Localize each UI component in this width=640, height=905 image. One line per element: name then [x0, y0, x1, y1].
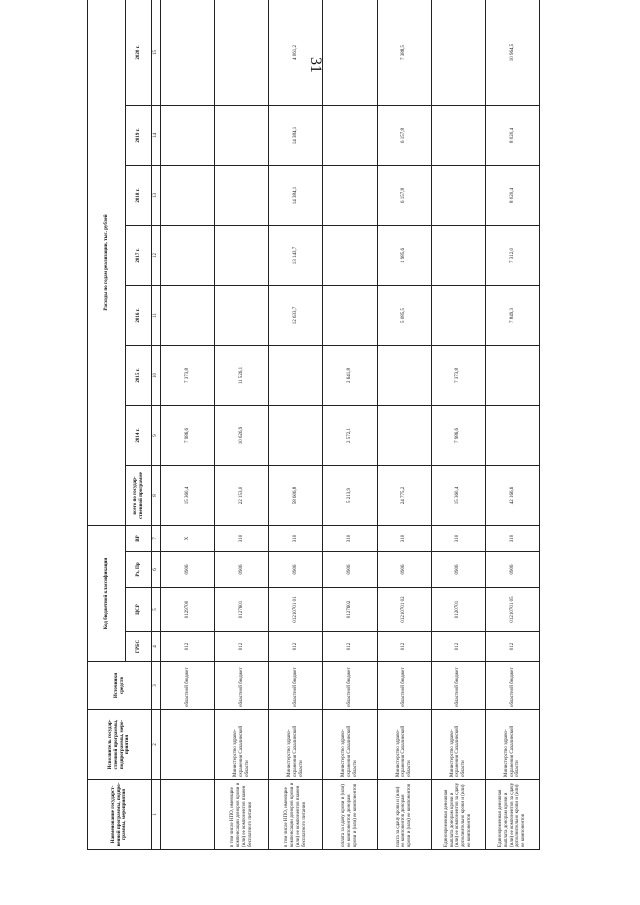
col-number: 12: [152, 226, 161, 286]
row-year-value: [215, 0, 269, 106]
table-row: [161, 0, 215, 850]
row-source: областной бюджет: [323, 662, 377, 710]
row-year-value: [485, 346, 539, 406]
row-name: в том числе НПО, имеющие компенсации доноров крови и (или) ее компонентов взамен бесплатного питания: [269, 780, 323, 850]
row-year-value: 6 157,8: [377, 166, 431, 226]
header-expenses: Расходы по годам реализации, тыс. рублей: [88, 0, 126, 526]
row-grbs: 012: [215, 632, 269, 662]
header-executor: Исполнитель государ-ственной программы, подпрограммы, меро-приятия: [88, 710, 152, 780]
row-year-value: 6 157,8: [377, 106, 431, 166]
header-year: 2015 г.: [126, 346, 152, 406]
row-source: областной бюджет: [161, 662, 215, 710]
row-year-value: [161, 226, 215, 286]
budget-table-rotated: [87, 40, 540, 850]
row-vr: X: [161, 526, 215, 552]
row-name: Единовременная денежная выплата донорам крови и (или) ее компонентов за сдачу дополнительно крови и (или) ее компонентов: [431, 780, 485, 850]
row-grbs: 012: [431, 632, 485, 662]
row-year-value: 7 849,3: [485, 286, 539, 346]
row-year-value: [161, 106, 215, 166]
row-year-value: 7 312,0: [485, 226, 539, 286]
row-year-value: [323, 106, 377, 166]
col-number: 9: [152, 406, 161, 466]
header-csr: ЦСР: [126, 588, 152, 632]
table-body: [161, 0, 540, 850]
row-csr: 0127601: [215, 588, 269, 632]
header-total: всего по государ-ственной программе: [126, 466, 152, 526]
row-executor: Министерство здраво-охранения Сахалинской области: [269, 710, 323, 780]
row-rzpr: 0906: [377, 552, 431, 588]
col-number: 5: [152, 588, 161, 632]
row-year-value: [323, 286, 377, 346]
row-executor: Министерство здраво-охранения Сахалинской области: [215, 710, 269, 780]
row-year-value: [269, 346, 323, 406]
row-year-value: 12 633,7: [269, 286, 323, 346]
row-vr: 310: [269, 526, 323, 552]
row-total: 42 166,6: [485, 466, 539, 526]
row-year-value: 14 384,1: [269, 106, 323, 166]
budget-table: [87, 0, 540, 850]
row-year-value: 13 143,7: [269, 226, 323, 286]
row-source: областной бюджет: [215, 662, 269, 710]
header-year: 2020 г.: [126, 0, 152, 106]
col-number: 7: [152, 526, 161, 552]
row-total: 58 606,8: [269, 466, 323, 526]
row-year-value: [215, 226, 269, 286]
page-number: 31: [307, 57, 324, 73]
row-year-value: 10 626,9: [215, 406, 269, 466]
row-year-value: [161, 286, 215, 346]
row-executor: Министерство здраво-охранения Сахалинской области: [377, 710, 431, 780]
row-csr: 01210701 01: [269, 588, 323, 632]
row-year-value: 7 388,5: [377, 0, 431, 106]
row-grbs: 012: [323, 632, 377, 662]
row-rzpr: 0906: [215, 552, 269, 588]
header-source: Источники средств: [88, 662, 152, 710]
row-year-value: [431, 286, 485, 346]
row-year-value: [269, 406, 323, 466]
table-row: [323, 0, 377, 850]
row-name: плата за сдачу крови и (или) ее компонентов донорам крови и (или) ее компонентов: [377, 780, 431, 850]
row-name: в том числе НПО, имеющие компенсации доноров крови и (или) ее компонентов взамен бесплатного питания: [215, 780, 269, 850]
row-year-value: 14 384,1: [269, 166, 323, 226]
row-year-value: [323, 0, 377, 106]
row-vr: 310: [215, 526, 269, 552]
row-year-value: [377, 346, 431, 406]
row-year-value: [323, 166, 377, 226]
row-year-value: [485, 406, 539, 466]
row-vr: 310: [431, 526, 485, 552]
row-csr: 01210701 02: [377, 588, 431, 632]
row-year-value: [215, 106, 269, 166]
table-row: [269, 0, 323, 850]
row-name: Единовременная денежная выплата донорам крови и (или) ее компонентов за сдачу дополнительно крови и (или) ее компонентов: [485, 780, 539, 850]
row-year-value: 1 985,6: [377, 226, 431, 286]
row-source: областной бюджет: [485, 662, 539, 710]
row-vr: 310: [377, 526, 431, 552]
row-executor: Министерство здраво-охранения Сахалинской области: [431, 710, 485, 780]
row-grbs: 012: [161, 632, 215, 662]
row-year-value: 7 986,6: [161, 406, 215, 466]
col-number: 14: [152, 106, 161, 166]
row-year-value: 8 020,4: [485, 106, 539, 166]
row-source: областной бюджет: [269, 662, 323, 710]
row-year-value: 5 085,5: [377, 286, 431, 346]
table-row: [215, 0, 269, 850]
header-year: 2019 г.: [126, 106, 152, 166]
row-rzpr: 0906: [485, 552, 539, 588]
row-year-value: 8 020,4: [485, 166, 539, 226]
header-year: 2014 г.: [126, 406, 152, 466]
row-grbs: 012: [377, 632, 431, 662]
header-vr: ВР: [126, 526, 152, 552]
row-year-value: 11 526,1: [215, 346, 269, 406]
row-executor: [161, 710, 215, 780]
row-year-value: [161, 0, 215, 106]
row-vr: 310: [485, 526, 539, 552]
row-rzpr: 0906: [323, 552, 377, 588]
row-year-value: [431, 0, 485, 106]
row-total: 15 360,4: [161, 466, 215, 526]
col-number: 13: [152, 166, 161, 226]
row-total: 22 153,0: [215, 466, 269, 526]
row-year-value: [161, 166, 215, 226]
row-name: [161, 780, 215, 850]
row-executor: Министерство здраво-охранения Сахалинской области: [323, 710, 377, 780]
row-year-value: [431, 166, 485, 226]
row-rzpr: 0906: [431, 552, 485, 588]
col-number: 8: [152, 466, 161, 526]
row-total: 15 360,4: [431, 466, 485, 526]
row-name: оплата за сдачу крови и (или) ее компонентов донорам крови и (или) ее компонентов: [323, 780, 377, 850]
row-year-value: 10 964,5: [485, 0, 539, 106]
row-source: областной бюджет: [431, 662, 485, 710]
col-number: 10: [152, 346, 161, 406]
col-number: 6: [152, 552, 161, 588]
row-csr: 01210701 05: [485, 588, 539, 632]
header-year: 2018 г.: [126, 166, 152, 226]
row-year-value: 2 572,1: [323, 406, 377, 466]
col-number: 2: [152, 710, 161, 780]
col-number: 15: [152, 0, 161, 106]
row-rzpr: 0906: [269, 552, 323, 588]
row-year-value: [431, 226, 485, 286]
row-csr: 0129700: [161, 588, 215, 632]
col-number: 3: [152, 662, 161, 710]
row-total: 5 213,9: [323, 466, 377, 526]
header-budget-codes: Код бюджетной классификации: [88, 526, 126, 662]
row-source: областной бюджет: [377, 662, 431, 710]
row-year-value: 7 986,6: [431, 406, 485, 466]
table-row: [431, 0, 485, 850]
header-rzpr: Рз, Пр: [126, 552, 152, 588]
row-year-value: 2 641,8: [323, 346, 377, 406]
row-vr: 310: [323, 526, 377, 552]
row-year-value: [431, 106, 485, 166]
col-number: 1: [152, 780, 161, 850]
table-row: [377, 0, 431, 850]
row-year-value: [215, 166, 269, 226]
row-grbs: 012: [485, 632, 539, 662]
row-executor: Министерство здраво-охранения Сахалинской области: [485, 710, 539, 780]
header-name: Наименование государст-венной программы, подпро-граммы, мероприятия: [88, 780, 152, 850]
table-row: [485, 0, 539, 850]
row-year-value: [323, 226, 377, 286]
row-grbs: 012: [269, 632, 323, 662]
col-number: 4: [152, 632, 161, 662]
header-year: 2016 г.: [126, 286, 152, 346]
row-year-value: 4 061,2: [269, 0, 323, 106]
row-total: 24 775,2: [377, 466, 431, 526]
row-csr: 0127602: [323, 588, 377, 632]
col-number: 11: [152, 286, 161, 346]
header-grbs: ГРБС: [126, 632, 152, 662]
row-rzpr: 0906: [161, 552, 215, 588]
row-csr: 0120701: [431, 588, 485, 632]
header-year: 2017 г.: [126, 226, 152, 286]
row-year-value: 7 373,8: [161, 346, 215, 406]
row-year-value: [377, 406, 431, 466]
row-year-value: 7 373,8: [431, 346, 485, 406]
row-year-value: [215, 286, 269, 346]
